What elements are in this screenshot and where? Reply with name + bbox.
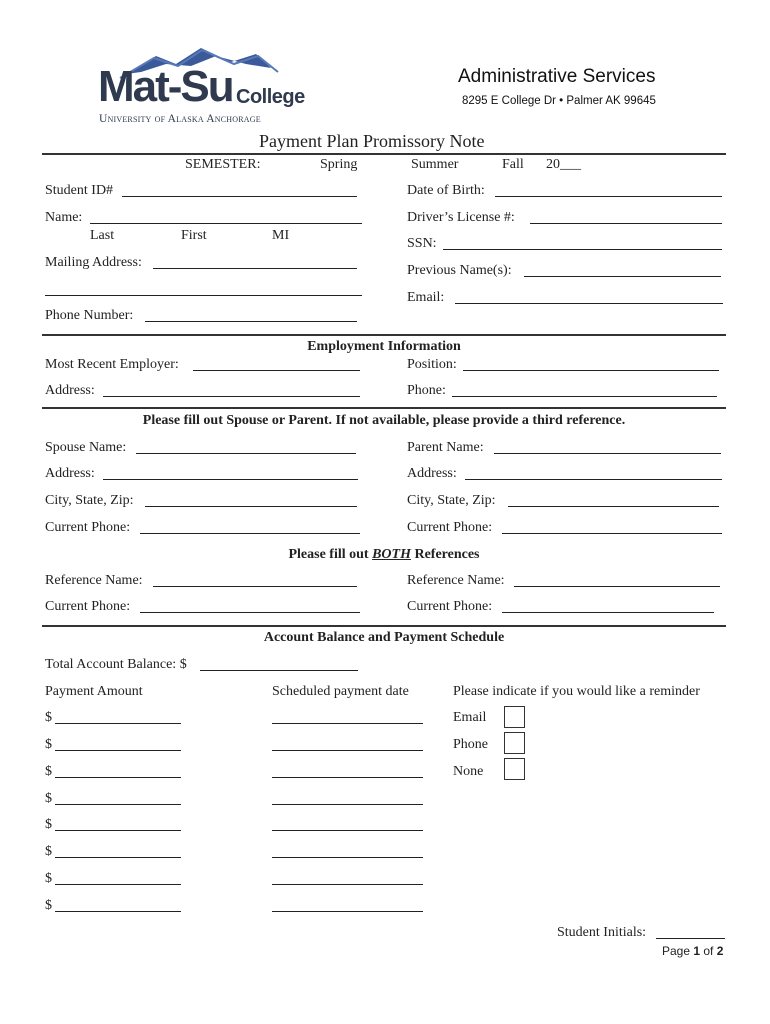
reminder-none-label: None xyxy=(453,764,484,779)
phone-number-field[interactable] xyxy=(145,321,357,322)
scheduled-date-header: Scheduled payment date xyxy=(272,684,409,699)
drivers-license-label: Driver’s License #: xyxy=(407,210,515,225)
payment-date-field[interactable] xyxy=(272,830,423,831)
references-heading-emphasis: BOTH xyxy=(372,547,411,562)
employer-address-label: Address: xyxy=(45,383,95,398)
spouse-parent-rule xyxy=(42,407,726,409)
references-heading-post: References xyxy=(410,547,480,562)
spouse-address-label: Address: xyxy=(45,466,95,481)
student-initials-label: Student Initials: xyxy=(557,925,647,940)
reference-1-phone-field[interactable] xyxy=(140,612,360,613)
employment-heading: Employment Information xyxy=(307,339,461,354)
dollar-sign: $ xyxy=(45,791,52,806)
dollar-sign: $ xyxy=(45,737,52,752)
page-total: 2 xyxy=(716,944,724,958)
payment-date-field[interactable] xyxy=(272,804,423,805)
office-name: Administrative Services xyxy=(458,66,656,87)
spouse-city-label: City, State, Zip: xyxy=(45,493,134,508)
employer-phone-field[interactable] xyxy=(452,396,717,397)
page-current: 1 xyxy=(693,944,701,958)
parent-name-label: Parent Name: xyxy=(407,440,484,455)
reference-instruction: Please fill out Spouse or Parent. If not available, please provide a third reference. xyxy=(142,413,626,428)
dob-field[interactable] xyxy=(495,196,722,197)
payment-date-field[interactable] xyxy=(272,911,423,912)
account-rule xyxy=(42,625,726,627)
name-field[interactable] xyxy=(90,223,362,224)
spouse-city-field[interactable] xyxy=(145,506,357,507)
logo-wordmark-matsu: Mat-Su xyxy=(98,62,233,111)
reminder-email-checkbox[interactable] xyxy=(504,706,525,728)
dollar-sign: $ xyxy=(45,844,52,859)
name-part-first: First xyxy=(181,228,207,243)
payment-amount-header: Payment Amount xyxy=(45,684,143,699)
reference-2-phone-label: Current Phone: xyxy=(407,599,493,614)
title-rule xyxy=(42,153,726,155)
mailing-address-field-1[interactable] xyxy=(153,268,357,269)
payment-amount-field[interactable] xyxy=(55,750,181,751)
parent-address-label: Address: xyxy=(407,466,457,481)
semester-option-spring[interactable]: Spring xyxy=(320,157,358,172)
semester-option-fall[interactable]: Fall xyxy=(502,157,524,172)
parent-city-label: City, State, Zip: xyxy=(407,493,496,508)
reminder-phone-checkbox[interactable] xyxy=(504,732,525,754)
payment-date-field[interactable] xyxy=(272,884,423,885)
dob-label: Date of Birth: xyxy=(407,183,485,198)
payment-amount-field[interactable] xyxy=(55,830,181,831)
parent-name-field[interactable] xyxy=(494,453,721,454)
logo-subline: University of Alaska Anchorage xyxy=(99,113,261,125)
dollar-sign: $ xyxy=(45,898,52,913)
total-balance-label: Total Account Balance: $ xyxy=(45,657,187,672)
previous-names-field[interactable] xyxy=(524,276,721,277)
spouse-phone-label: Current Phone: xyxy=(45,520,131,535)
employer-address-field[interactable] xyxy=(103,396,360,397)
reminder-header: Please indicate if you would like a reminder xyxy=(453,684,700,699)
spouse-name-label: Spouse Name: xyxy=(45,440,127,455)
dollar-sign: $ xyxy=(45,764,52,779)
employer-label: Most Recent Employer: xyxy=(45,357,179,372)
employer-phone-label: Phone: xyxy=(407,383,446,398)
reminder-phone-label: Phone xyxy=(453,737,488,752)
references-heading xyxy=(42,547,726,563)
payment-amount-field[interactable] xyxy=(55,804,181,805)
dollar-sign: $ xyxy=(45,871,52,886)
logo-wordmark-college: College xyxy=(236,86,305,108)
spouse-name-field[interactable] xyxy=(136,453,356,454)
reference-2-name-label: Reference Name: xyxy=(407,573,505,588)
semester-year-field[interactable]: 20___ xyxy=(546,157,581,172)
name-label: Name: xyxy=(45,210,83,225)
payment-date-field[interactable] xyxy=(272,750,423,751)
email-label: Email: xyxy=(407,290,445,305)
ssn-label: SSN: xyxy=(407,236,437,251)
reminder-none-checkbox[interactable] xyxy=(504,758,525,780)
total-balance-field[interactable] xyxy=(200,670,358,671)
payment-amount-field[interactable] xyxy=(55,857,181,858)
spouse-address-field[interactable] xyxy=(103,479,358,480)
student-initials-field[interactable] xyxy=(656,938,725,939)
parent-phone-field[interactable] xyxy=(502,533,722,534)
dollar-sign: $ xyxy=(45,710,52,725)
payment-amount-field[interactable] xyxy=(55,884,181,885)
parent-address-field[interactable] xyxy=(465,479,722,480)
mailing-address-field-2[interactable] xyxy=(45,295,362,296)
payment-amount-field[interactable] xyxy=(55,723,181,724)
student-id-label: Student ID# xyxy=(45,183,114,198)
reminder-email-label: Email xyxy=(453,710,487,725)
parent-phone-label: Current Phone: xyxy=(407,520,493,535)
ssn-field[interactable] xyxy=(443,249,722,250)
references-heading-pre: Please fill out xyxy=(288,547,373,562)
payment-date-field[interactable] xyxy=(272,857,423,858)
reference-1-phone-label: Current Phone: xyxy=(45,599,131,614)
employment-rule xyxy=(42,334,726,336)
student-id-field[interactable] xyxy=(122,196,357,197)
payment-amount-field[interactable] xyxy=(55,777,181,778)
drivers-license-field[interactable] xyxy=(530,223,722,224)
account-heading: Account Balance and Payment Schedule xyxy=(263,630,505,645)
phone-number-label: Phone Number: xyxy=(45,308,134,323)
reference-1-name-label: Reference Name: xyxy=(45,573,143,588)
position-label: Position: xyxy=(407,357,457,372)
payment-date-field[interactable] xyxy=(272,777,423,778)
page-title: Payment Plan Promissory Note xyxy=(259,131,485,151)
reference-2-phone-field[interactable] xyxy=(502,612,714,613)
spouse-phone-field[interactable] xyxy=(140,533,360,534)
position-field[interactable] xyxy=(463,370,719,371)
page-of: of xyxy=(700,944,717,958)
name-part-mi: MI xyxy=(272,228,290,243)
name-part-last: Last xyxy=(90,228,115,243)
email-field[interactable] xyxy=(455,303,723,304)
mailing-address-label: Mailing Address: xyxy=(45,255,142,270)
previous-names-label: Previous Name(s): xyxy=(407,263,512,278)
payment-amount-field[interactable] xyxy=(55,911,181,912)
semester-option-summer[interactable]: Summer xyxy=(411,157,459,172)
parent-city-field[interactable] xyxy=(508,506,719,507)
reference-1-name-field[interactable] xyxy=(153,586,357,587)
employer-field[interactable] xyxy=(193,370,360,371)
page-label: Page xyxy=(662,944,694,958)
reference-2-name-field[interactable] xyxy=(514,586,720,587)
dollar-sign: $ xyxy=(45,817,52,832)
page-number xyxy=(662,944,723,958)
semester-label: SEMESTER: xyxy=(185,157,261,172)
payment-date-field[interactable] xyxy=(272,723,423,724)
office-address: 8295 E College Dr • Palmer AK 99645 xyxy=(462,95,656,107)
